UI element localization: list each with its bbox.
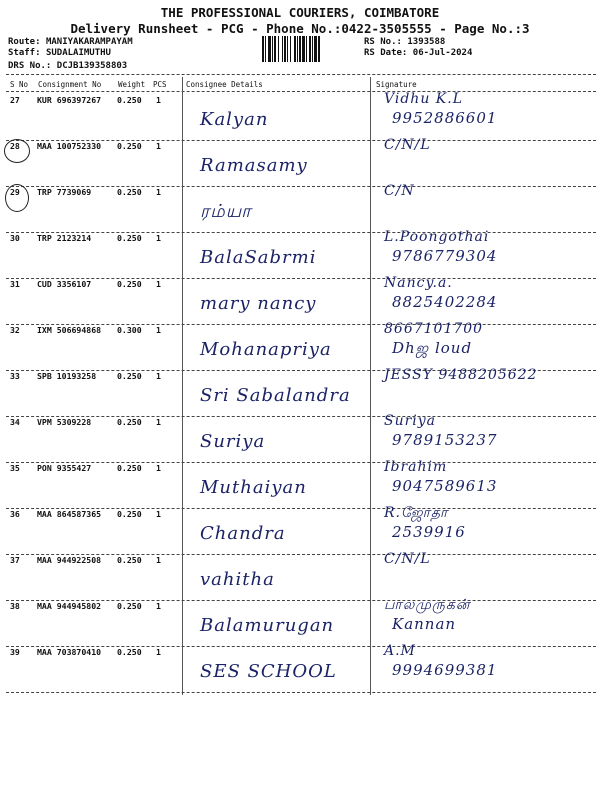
table-row: [0, 137, 600, 187]
col-sno: S No: [10, 80, 29, 89]
signature-handwriting: Vidhu K.L: [384, 91, 463, 107]
circle-mark-29: [5, 184, 29, 212]
signature-handwriting: C/N/L: [384, 551, 431, 567]
signature-handwriting: Ibrahim: [384, 459, 448, 475]
drs-line: [8, 61, 127, 71]
signature-handwriting: பாலமுருகன்: [384, 597, 471, 613]
consignee-handwriting: Balamurugan: [200, 615, 335, 636]
col-pcs: PCS: [153, 80, 167, 89]
row-divider: [6, 692, 596, 693]
row-consignment: PON 9355427: [37, 463, 92, 473]
row-sno: 37: [10, 555, 20, 565]
row-pcs: 1: [156, 187, 161, 197]
row-consignment: VPM 5309228: [37, 417, 92, 427]
table-row: [0, 459, 600, 509]
consignee-handwriting: Kalyan: [200, 109, 269, 130]
row-weight: 0.250: [117, 555, 142, 565]
row-weight: 0.250: [117, 95, 142, 105]
consignee-handwriting: Muthaiyan: [200, 477, 307, 498]
row-pcs: 1: [156, 141, 161, 151]
table-row: [0, 643, 600, 693]
table-row: [0, 413, 600, 463]
row-weight: 0.250: [117, 417, 142, 427]
consignee-handwriting: Mohanapriya: [200, 339, 332, 360]
row-consignment: KUR 696397267: [37, 95, 102, 105]
table-row: [0, 597, 600, 647]
row-consignment: TRP 2123214: [37, 233, 92, 243]
consignee-handwriting: Chandra: [200, 523, 286, 544]
signature-handwriting-line2: 9952886601: [392, 109, 498, 127]
signature-handwriting: Suriya: [384, 413, 437, 429]
signature-handwriting: A.M: [384, 643, 416, 659]
header-divider-bottom: [6, 91, 596, 92]
col-signature: Signature: [376, 80, 417, 89]
table-row: [0, 183, 600, 233]
row-sno: 33: [10, 371, 20, 381]
row-weight: 0.250: [117, 371, 142, 381]
drs-label: DRS No.:: [8, 61, 52, 71]
row-pcs: 1: [156, 601, 161, 611]
row-weight: 0.300: [117, 325, 142, 335]
table-row: [0, 551, 600, 601]
consignee-handwriting: vahitha: [200, 569, 275, 590]
row-consignment: MAA 100752330: [37, 141, 102, 151]
row-weight: 0.250: [117, 601, 142, 611]
row-weight: 0.250: [117, 141, 142, 151]
table-row: [0, 229, 600, 279]
row-consignment: TRP 7739069: [37, 187, 92, 197]
row-pcs: 1: [156, 417, 161, 427]
col-consignment: Consignment No: [38, 80, 102, 89]
signature-handwriting-line2: 9994699381: [392, 661, 498, 679]
row-consignment: MAA 944945802: [37, 601, 102, 611]
signature-handwriting: R.ஜோதா: [384, 505, 449, 521]
row-weight: 0.250: [117, 647, 142, 657]
consignee-handwriting: SES SCHOOL: [200, 661, 337, 682]
signature-handwriting-line2: 9789153237: [392, 431, 498, 449]
row-sno: 32: [10, 325, 20, 335]
table-row: [0, 275, 600, 325]
barcode: [262, 36, 358, 62]
signature-handwriting: JESSY 9488205622: [384, 367, 538, 383]
row-sno: 29: [10, 187, 20, 197]
signature-handwriting-line2: Kannan: [392, 615, 457, 633]
row-pcs: 1: [156, 95, 161, 105]
table-row: [0, 505, 600, 555]
row-sno: 28: [10, 141, 20, 151]
rs-date-line: [364, 48, 472, 58]
row-sno: 39: [10, 647, 20, 657]
staff-value: SUDALAIMUTHU: [45, 48, 111, 58]
row-pcs: 1: [156, 463, 161, 473]
consignee-handwriting: Ramasamy: [200, 155, 308, 176]
signature-handwriting-line2: 9786779304: [392, 247, 498, 265]
signature-handwriting-line2: 2539916: [392, 523, 466, 541]
row-sno: 38: [10, 601, 20, 611]
consignee-handwriting: Sri Sabalandra: [200, 385, 351, 406]
col-consignee: Consignee Details: [186, 80, 263, 89]
circle-mark-28: [4, 139, 30, 163]
row-consignment: IXM 506694868: [37, 325, 102, 335]
signature-handwriting: C/N/L: [384, 137, 431, 153]
row-pcs: 1: [156, 371, 161, 381]
consignee-handwriting: Suriya: [200, 431, 266, 452]
signature-handwriting-line2: Dhஜ loud: [392, 339, 473, 357]
runsheet-title: Delivery Runsheet - PCG - Phone No.:0422-3505555 - Page No.:3: [70, 21, 530, 36]
row-sno: 27: [10, 95, 20, 105]
row-weight: 0.250: [117, 233, 142, 243]
header-divider-top: [6, 74, 596, 75]
signature-handwriting: L.Poongothai: [384, 229, 490, 245]
rs-date-value: 06-Jul-2024: [412, 48, 473, 58]
table-row: [0, 91, 600, 141]
row-sno: 34: [10, 417, 20, 427]
row-consignment: CUD 3356107: [37, 279, 92, 289]
row-sno: 35: [10, 463, 20, 473]
staff-label: Staff:: [8, 48, 41, 58]
signature-handwriting: C/N: [384, 183, 415, 199]
row-pcs: 1: [156, 647, 161, 657]
rs-no-line: [364, 37, 445, 47]
company-title: THE PROFESSIONAL COURIERS, COIMBATORE: [160, 5, 440, 20]
row-sno: 31: [10, 279, 20, 289]
row-pcs: 1: [156, 325, 161, 335]
rs-no-value: 1393588: [407, 37, 446, 47]
row-weight: 0.250: [117, 509, 142, 519]
row-sno: 30: [10, 233, 20, 243]
row-pcs: 1: [156, 233, 161, 243]
row-consignment: MAA 944922508: [37, 555, 102, 565]
col-weight: Weight: [118, 80, 146, 89]
signature-handwriting: 8667101700: [384, 321, 484, 337]
row-weight: 0.250: [117, 187, 142, 197]
row-pcs: 1: [156, 279, 161, 289]
table-row: [0, 321, 600, 371]
row-weight: 0.250: [117, 463, 142, 473]
row-consignment: MAA 703870410: [37, 647, 102, 657]
signature-handwriting: Nancy.a.: [384, 275, 453, 291]
consignee-handwriting: BalaSabrmi: [200, 247, 317, 268]
staff-line: [8, 48, 111, 58]
row-consignment: MAA 864587365: [37, 509, 102, 519]
consignee-handwriting: ரம்யா: [200, 201, 252, 222]
table-row: [0, 367, 600, 417]
route-label: Route:: [8, 37, 41, 47]
drs-value: DCJB139358803: [56, 61, 128, 71]
signature-handwriting-line2: 9047589613: [392, 477, 498, 495]
row-pcs: 1: [156, 555, 161, 565]
row-sno: 36: [10, 509, 20, 519]
signature-handwriting-line2: 8825402284: [392, 293, 498, 311]
consignee-handwriting: mary nancy: [200, 293, 317, 314]
row-consignment: SPB 10193258: [37, 371, 97, 381]
route-value: MANIYAKARAMPAYAM: [45, 37, 133, 47]
rs-date-label: RS Date:: [364, 48, 408, 58]
rs-no-label: RS No.:: [364, 37, 402, 47]
route-line: [8, 37, 133, 47]
row-weight: 0.250: [117, 279, 142, 289]
row-pcs: 1: [156, 509, 161, 519]
